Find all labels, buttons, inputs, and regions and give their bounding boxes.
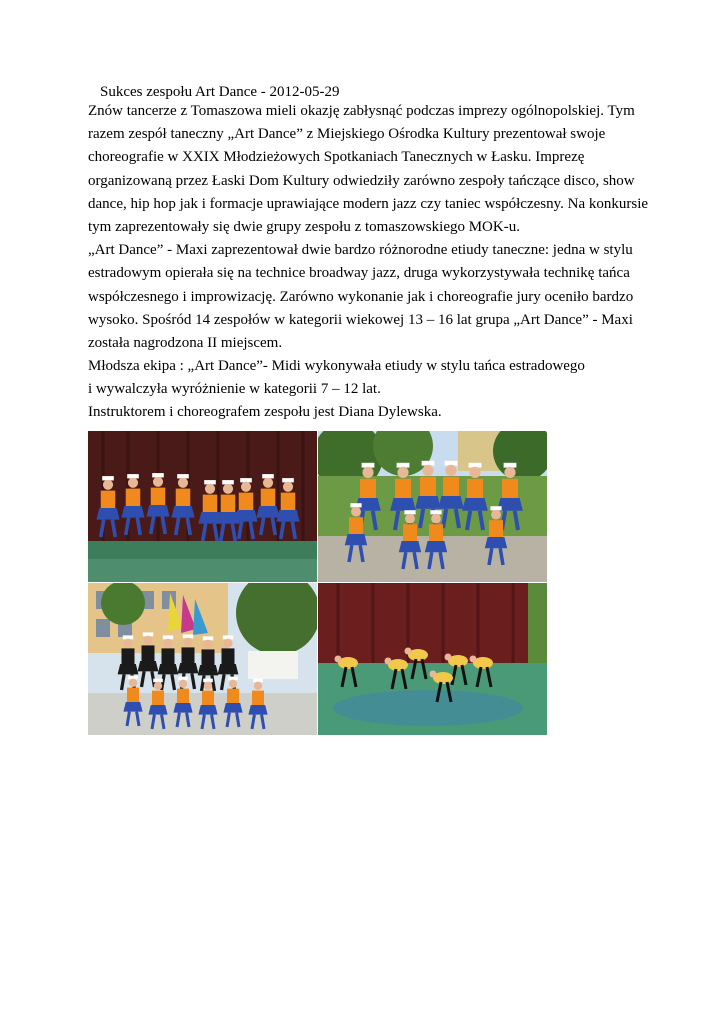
dancers-group-outdoor-photo [318,431,547,582]
article-title: Sukces zespołu Art Dance - 2012-05-29 [100,84,340,100]
photo-collage [88,431,547,735]
article-line: Instruktorem i choreografem zespołu jest Diana Dylewska. [88,404,442,421]
dancers-floor-routine-photo [318,583,547,735]
article-line: Znów tancerze z Tomaszowa mieli okazję zabłysnąć podczas imprezy ogólnopolskiej. Tym [88,103,635,119]
article-line: i wywalczyła wyróżnienie w kategorii 7 – 12 lat. [88,381,381,398]
dancers-on-stage-photo [88,431,317,582]
article-line: razem zespół taneczny „Art Dance” z Miejskiego Ośrodka Kultury prezentował swoje [88,126,606,143]
article-line: współczesnego i improwizację. Zarówno wykonanie jak i choreografie jury oceniło bardzo [88,288,634,305]
article-line: została nagrodzona II miejscem. [88,334,283,351]
article-body [88,100,648,425]
article-line: organizowaną przez Łaski Dom Kultury odwiedziły zarówno zespoły tańczące disco, show [88,172,635,189]
article-line: estradowym opierała się na technice broadway jazz, druga wykorzystywała technikę tańca [88,265,630,282]
group-with-flags-photo [88,583,317,735]
article-line: „Art Dance” - Maxi zaprezentował dwie bardzo różnorodne etiudy taneczne: jedna w stylu [88,242,633,259]
article-line: dance, hip hop jak i formacje uprawiające modern jazz czy taniec współczesny. Na konkursie [88,195,649,212]
article-line: tym zaprezentowały się dwie grupy zespołu z tomaszowskiego MOK-u. [88,218,520,235]
article-line: wysoko. Spośród 14 zespołów w kategorii wiekowej 13 – 16 lat grupa „Art Dance” - Maxi [88,311,633,328]
article-line: Młodsza ekipa : „Art Dance”- Midi wykonywała etiudy w stylu tańca estradowego [88,358,585,375]
article-line: choreografie w XXIX Młodzieżowych Spotkaniach Tanecznych w Łasku. Imprezę [88,149,585,166]
